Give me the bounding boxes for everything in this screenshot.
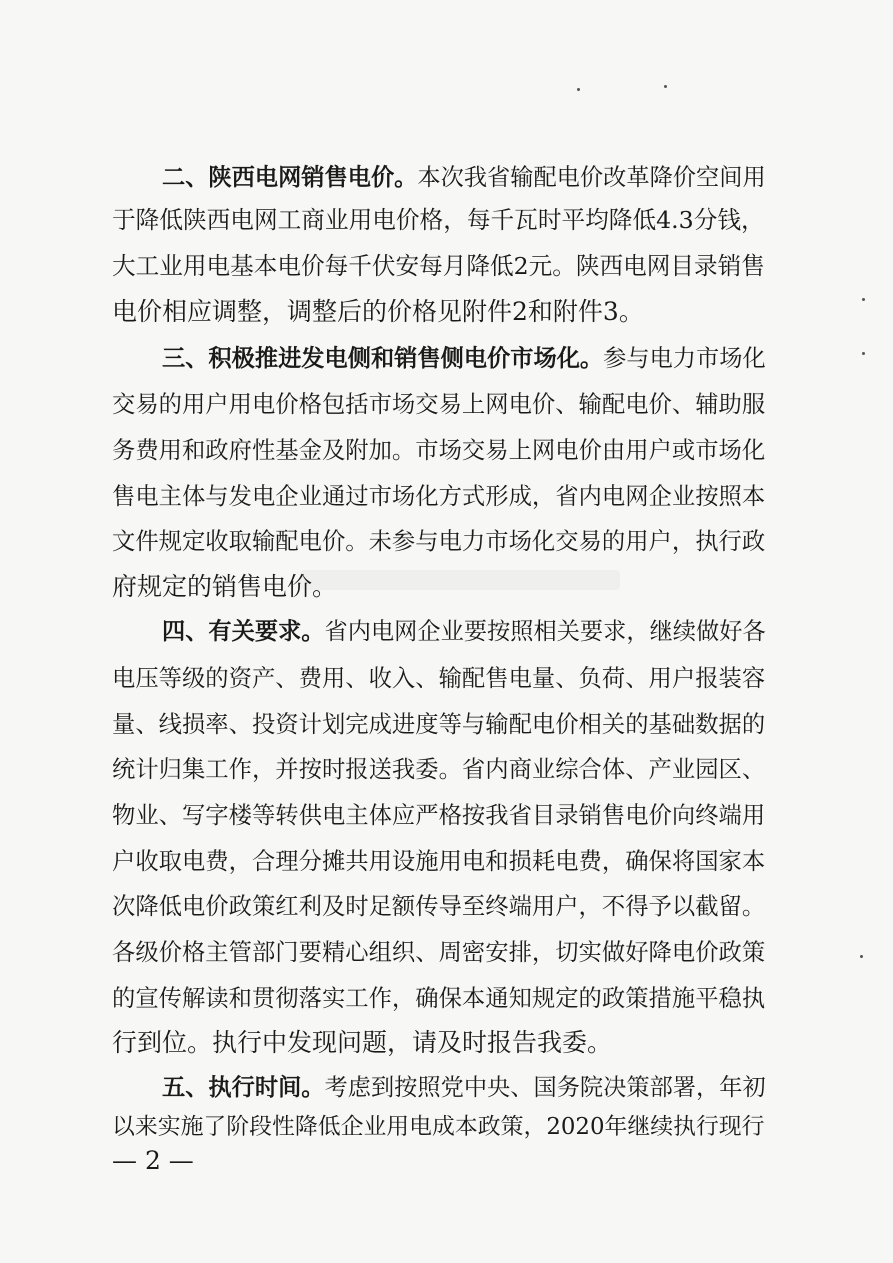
paragraph-line: 于降低陕西电网工商业用电价格，每千瓦时平均降低4.3分钱， — [112, 206, 765, 234]
scan-speck — [860, 955, 863, 958]
scan-speck — [862, 352, 865, 355]
paragraph-line — [162, 617, 772, 647]
paragraph-line: 行到位。执行中发现问题，请及时报告我委。 — [112, 1028, 613, 1057]
paragraph-line: 量、线损率、投资计划完成进度等与输配电价相关的基础数据的 — [112, 710, 766, 738]
section-heading: 五、执行时间。 — [162, 1074, 325, 1101]
paragraph-line — [162, 344, 772, 374]
paragraph-line: 次降低电价政策红利及时足额传导至终端用户，不得予以截留。 — [112, 892, 766, 920]
paragraph-line: 府规定的销售电价。 — [112, 572, 338, 601]
paragraph-line: 售电主体与发电企业通过市场化方式形成，省内电网企业按照本 — [112, 482, 766, 510]
paragraph-line: 电压等级的资产、费用、收入、输配售电量、负荷、用户报装容 — [112, 664, 766, 692]
scan-speck — [862, 298, 865, 301]
section-heading: 三、积极推进发电侧和销售侧电价市场化。 — [162, 345, 604, 372]
body-text: 参与电力市场化 — [603, 345, 766, 372]
paragraph-line: 电价相应调整，调整后的价格见附件2和附件3。 — [112, 297, 644, 326]
paragraph-line: 文件规定收取输配电价。未参与电力市场化交易的用户，执行政 — [112, 527, 766, 555]
paragraph-line — [162, 1073, 772, 1103]
section-heading: 二、陕西电网销售电价。 — [162, 164, 418, 191]
body-text: 本次我省输配电价改革降价空间用 — [417, 164, 766, 191]
section-heading: 四、有关要求。 — [162, 618, 325, 645]
paragraph-line: 的宣传解读和贯彻落实工作，确保本通知规定的政策措施平稳执 — [112, 984, 766, 1012]
body-text: 省内电网企业要按照相关要求，继续做好各 — [324, 618, 766, 645]
paragraph-line: 以来实施了阶段性降低企业用电成本政策，2020年继续执行现行 — [112, 1114, 765, 1140]
paragraph-line: 大工业用电基本电价每千伏安每月降低2元。陕西电网目录销售 — [112, 252, 765, 280]
scan-speck — [577, 88, 580, 91]
paragraph-line: 统计归集工作，并按时报送我委。省内商业综合体、产业园区、 — [112, 755, 766, 783]
paragraph-line: 交易的用户用电价格包括市场交易上网电价、输配电价、辅助服 — [112, 390, 766, 418]
paragraph-line: 物业、写字楼等转供电主体应严格按我省目录销售电价向终端用 — [112, 801, 766, 829]
scan-speck — [664, 85, 667, 88]
paragraph-line: 户收取电费，合理分摊共用设施用电和损耗电费，确保将国家本 — [112, 847, 766, 875]
paragraph-line — [162, 163, 772, 193]
page-number: — 2 — — [112, 1146, 194, 1175]
paragraph-line: 务费用和政府性基金及附加。市场交易上网电价由用户或市场化 — [112, 436, 766, 464]
paragraph-line: 各级价格主管部门要精心组织、周密安排，切实做好降电价政策 — [112, 938, 766, 966]
body-text: 考虑到按照党中央、国务院决策部署，年初 — [324, 1074, 766, 1101]
